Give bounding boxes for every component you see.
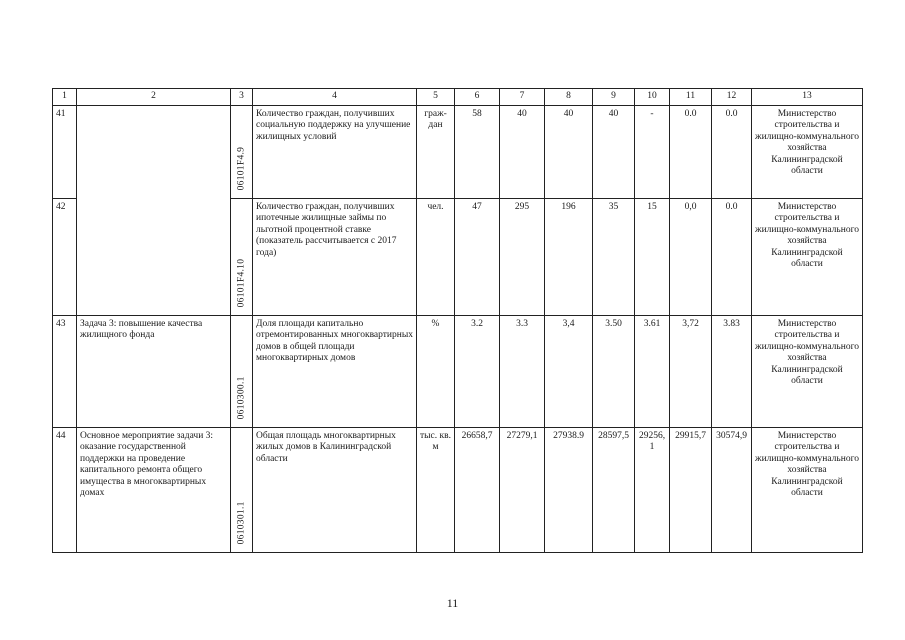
value-9: 3.50 [593,316,635,428]
value-12: 3.83 [712,316,752,428]
value-11: 0.0 [670,106,712,199]
value-9: 40 [593,106,635,199]
value-10: - [635,106,670,199]
header-row [53,89,863,106]
value-7: 295 [500,199,545,316]
unit: чел. [417,199,455,316]
value-11: 29915,7 [670,428,712,553]
value-12: 0.0 [712,106,752,199]
row-number: 44 [53,428,77,553]
table-row [53,106,863,199]
executor: Министерство строительства и жилищно-коммунального хозяйства Калининградской области [752,106,863,199]
value-10: 3.61 [635,316,670,428]
value-10: 29256,1 [635,428,670,553]
indicator-code [231,428,253,553]
value-8: 27938.9 [545,428,593,553]
value-8: 3,4 [545,316,593,428]
unit: тыс. кв. м [417,428,455,553]
indicator-code-text: 0610301.1 [235,500,246,544]
header-cell: 4 [253,89,417,106]
indicator-code-text: 06101F4.9 [235,146,246,190]
value-11: 0,0 [670,199,712,316]
header-cell: 8 [545,89,593,106]
header-cell: 5 [417,89,455,106]
value-8: 196 [545,199,593,316]
value-9: 35 [593,199,635,316]
value-7: 3.3 [500,316,545,428]
row-number: 43 [53,316,77,428]
header-cell: 11 [670,89,712,106]
indicator-name: Количество граждан, получивших социальную поддержку на улучшение жилищных условий [253,106,417,199]
value-8: 40 [545,106,593,199]
indicator-code-text: 06101F4.10 [235,258,246,307]
header-cell: 1 [53,89,77,106]
header-cell: 2 [77,89,231,106]
table-row [53,316,863,428]
indicator-code [231,316,253,428]
unit: граж-дан [417,106,455,199]
header-cell: 13 [752,89,863,106]
unit: % [417,316,455,428]
value-7: 40 [500,106,545,199]
executor: Министерство строительства и жилищно-коммунального хозяйства Калининградской области [752,316,863,428]
row-name [77,106,231,316]
row-number: 42 [53,199,77,316]
value-7: 27279,1 [500,428,545,553]
value-10: 15 [635,199,670,316]
indicator-code [231,199,253,316]
value-12: 0.0 [712,199,752,316]
header-cell: 7 [500,89,545,106]
executor: Министерство строительства и жилищно-коммунального хозяйства Калининградской области [752,199,863,316]
header-cell: 12 [712,89,752,106]
header-cell: 6 [455,89,500,106]
indicator-name: Общая площадь многоквартирных жилых домов в Калининградской области [253,428,417,553]
indicator-code-text: 0610300.1 [235,375,246,419]
row-name: Задача 3: повышение качества жилищного фонда [77,316,231,428]
indicators-table [52,88,863,553]
indicator-name: Доля площади капитально отремонтированных многоквартирных домов в общей площади многоквартирных домов [253,316,417,428]
value-6: 3.2 [455,316,500,428]
header-cell: 10 [635,89,670,106]
value-11: 3,72 [670,316,712,428]
value-6: 47 [455,199,500,316]
header-cell: 9 [593,89,635,106]
page-number: 11 [446,596,459,610]
header-cell: 3 [231,89,253,106]
value-12: 30574,9 [712,428,752,553]
indicator-name: Количество граждан, получивших ипотечные жилищные займы по льготной процентной ставке (показатель рассчитывается с 2017 года) [253,199,417,316]
indicator-code [231,106,253,199]
executor: Министерство строительства и жилищно-коммунального хозяйства Калининградской области [752,428,863,553]
value-6: 58 [455,106,500,199]
row-number: 41 [53,106,77,199]
row-name: Основное мероприятие задачи 3: оказание государственной поддержки на проведение капитального ремонта общего имущества в многоквартирных домах [77,428,231,553]
table-row [53,428,863,553]
value-9: 28597,5 [593,428,635,553]
value-6: 26658,7 [455,428,500,553]
